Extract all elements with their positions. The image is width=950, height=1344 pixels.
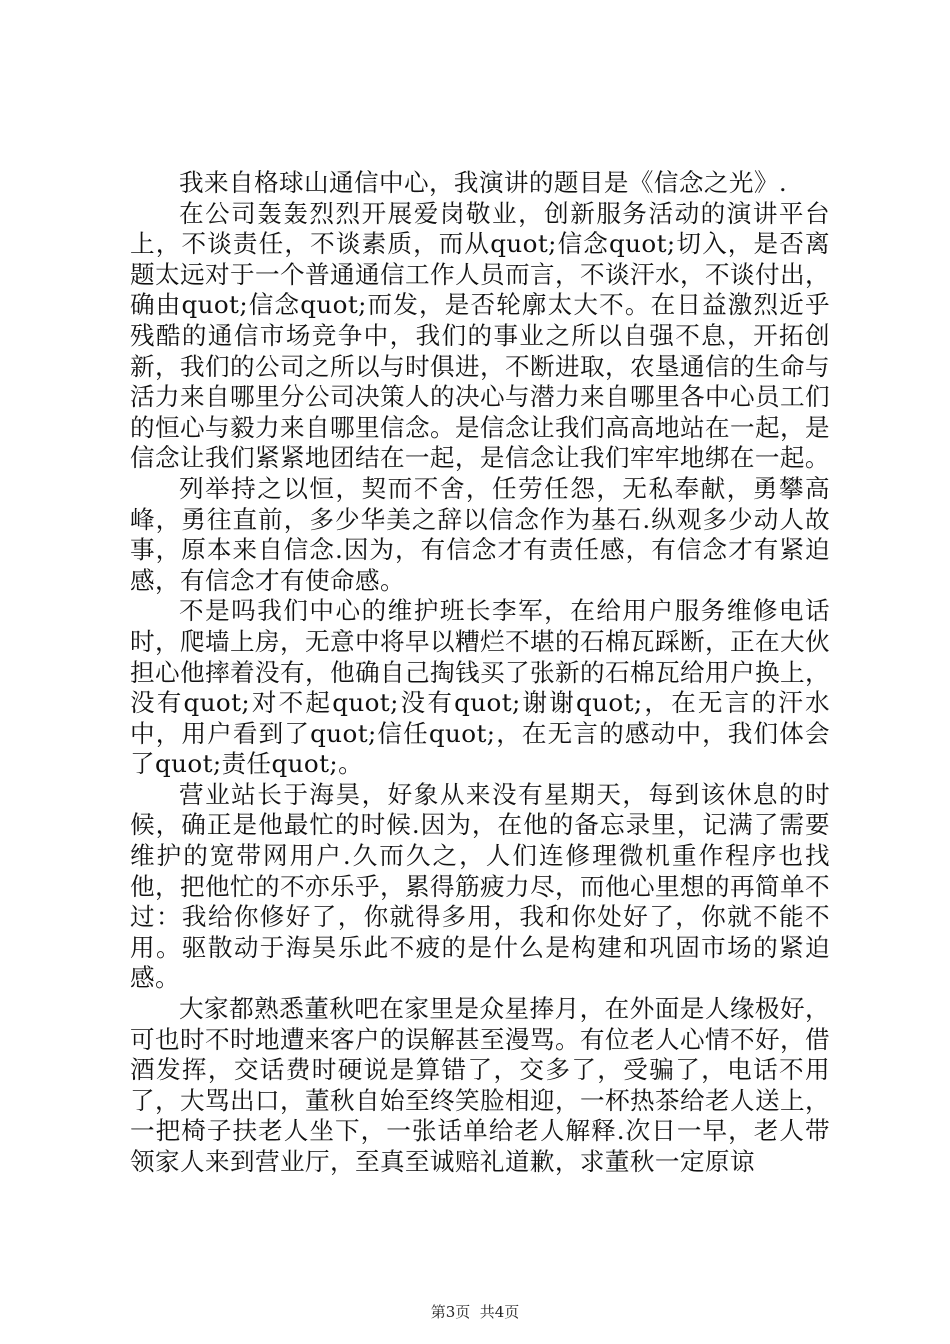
paragraph-intro: 我来自格球山通信中心，我演讲的题目是《信念之光》.	[179, 168, 788, 197]
paragraph-examples: 列举持之以恒，契而不舍，任劳任怨，无私奉献，勇攀高峰，勇往直前，多少华美之辞以信念作为基石.纵观多少动人故事，原本来自信念.因为，有信念才有责任感，有信念才有紧迫感，有信念才有使命感。	[130, 473, 830, 595]
document-body	[130, 168, 830, 1178]
paragraph-yu-haihao: 营业站长于海昊，好象从来没有星期天，每到该休息的时候，确正是他最忙的时候.因为，在他的备忘录里，记满了需要维护的宽带网用户.久而久之，人们连修理微机重作程序也找他，把他忙的不亦乐乎，累得筋疲力尽，而他心里想的再简单不过：我给你修好了，你就得多用，我和你处好了，你就不能不用。驱散动于海昊乐此不疲的是什么是构建和巩固市场的紧迫感。	[130, 779, 830, 993]
paragraph-li-jun: 不是吗我们中心的维护班长李军，在给用户服务维修电话时，爬墙上房，无意中将早以糟烂不堪的石棉瓦踩断，正在大伙担心他摔着没有，他确自己掏钱买了张新的石棉瓦给用户换上，没有quot;对不起quot;没有quot;谢谢quot;，在无言的汗水中，用户看到了quot;信任quot;，在无言的感动中，我们体会了quot;责任quot;。	[130, 596, 830, 779]
page-number-footer: 第3页 共4页	[430, 1303, 520, 1321]
paragraph-dong-qiu: 大家都熟悉董秋吧在家里是众星捧月，在外面是人缘极好，可也时不时地遭来客户的误解甚至漫骂。有位老人心情不好，借酒发挥，交话费时硬说是算错了，交多了，受骗了，电话不用了，大骂出口，董秋自始至终笑脸相迎，一杯热茶给老人送上，一把椅子扶老人坐下，一张话单给老人解释.次日一早，老人带领家人来到营业厅，至真至诚赔礼道歉，求董秋一定原谅	[130, 994, 830, 1176]
paragraph-belief: 在公司轰轰烈烈开展爱岗敬业，创新服务活动的演讲平台上，不谈责任，不谈素质，而从quot;信念quot;切入，是否离题太远对于一个普通通信工作人员而言，不谈汗水，不谈付出，确由quot;信念quot;而发，是否轮廓太大不。在日益激烈近乎残酷的通信市场竞争中，我们的事业之所以自强不息，开拓创新，我们的公司之所以与时俱进，不断进取，农垦通信的生命与活力来自哪里分公司决策人的决心与潜力来自哪里各中心员工们的恒心与毅力来自哪里信念。是信念让我们高高地站在一起，是信念让我们紧紧地团结在一起，是信念让我们牢牢地绑在一起。	[130, 198, 830, 473]
